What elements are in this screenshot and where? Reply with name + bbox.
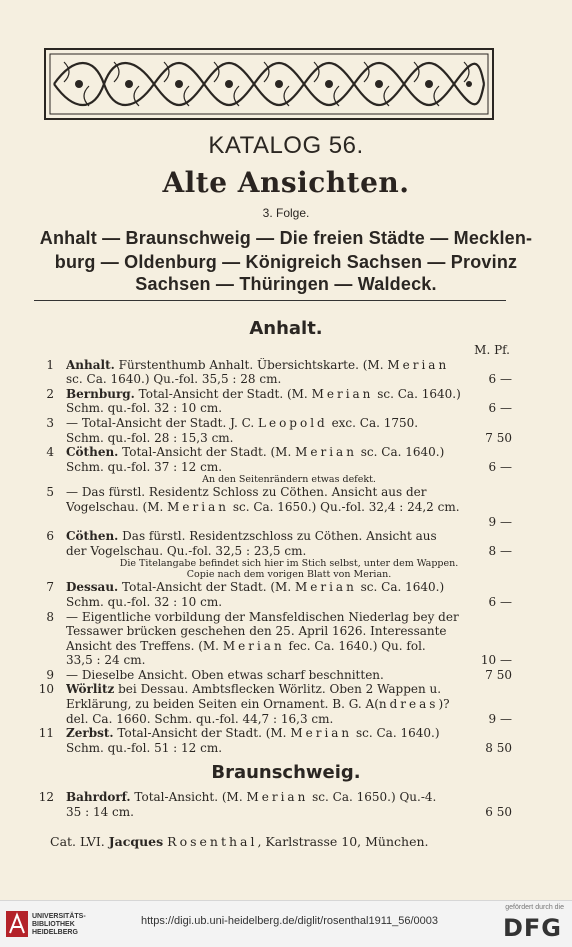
catalog-entry (44, 580, 512, 609)
entry-text-line: Erklärung, zu beiden Seiten ein Ornament. B. G. A(ndreas)? (66, 697, 450, 712)
series-label: 3. Folge. (262, 206, 310, 220)
catalog-entry (44, 529, 512, 580)
entry-text-line: Bernburg. Total-Ansicht der Stadt. (M. Merian sc. Ca. 1640.) (66, 386, 461, 401)
catalog-entry (44, 485, 512, 529)
entry-price: 7 50 (485, 667, 512, 682)
entry-price: 6 — (488, 372, 512, 387)
catalog-entry (38, 682, 512, 726)
entry-note: Copie nach dem vorigen Blatt von Merian. (186, 569, 392, 581)
entry-number: 9 (46, 667, 54, 682)
entry-text-line: Cöthen. Das fürstl. Residentzschloss zu Cöthen. Ansicht aus (66, 529, 437, 544)
catalog-entry (44, 668, 512, 683)
entry-price: 6 — (488, 459, 512, 474)
entry-price: 6 — (488, 401, 512, 416)
entry-number: 8 (46, 609, 54, 624)
entry-text-line: Dessau. Total-Ansicht der Stadt. (M. Merian sc. Ca. 1640.) (66, 580, 445, 595)
entry-note: An den Seitenrändern etwas defekt. (202, 474, 376, 486)
entry-text-line: Schm. qu.-fol. 51 : 12 cm. 8 50 (66, 740, 512, 755)
catalog-entry (38, 790, 512, 819)
library-name: UNIVERSITÄTS- BIBLIOTHEK HEIDELBERG (32, 913, 86, 936)
entry-price: 9 — (488, 514, 512, 529)
entry-text-line: — Dieselbe Ansicht. Oben etwas scharf beschnitten. 7 50 (66, 667, 512, 682)
ornamental-header-band (44, 48, 494, 120)
entry-text-line: Schm. qu.-fol. 37 : 12 cm. 6 — (66, 459, 512, 474)
entry-number: 5 (46, 485, 54, 500)
entry-number: 10 (38, 682, 54, 697)
entry-text-line: — Eigentliche vorbildung der Mansfeldischen Niederlag bey der (66, 609, 459, 624)
entry-text-line: del. Ca. 1660. Schm. qu.-fol. 44,7 : 16,3 cm. 9 — (66, 711, 512, 726)
subtitle-line: burg — Oldenburg — Königreich Sachsen — Provinz (54, 252, 518, 272)
price-column-header: M. Pf. (474, 343, 510, 357)
entry-text-line: Schm. qu.-fol. 32 : 10 cm. 6 — (66, 401, 512, 416)
section-heading-anhalt: Anhalt. (249, 318, 323, 339)
catalog-entry (44, 610, 512, 668)
entry-number: 6 (46, 529, 54, 544)
entry-text-line: Tessawer brücken geschehen den 25. April 1626. Interessante (66, 624, 447, 639)
entry-price: 8 50 (485, 740, 512, 755)
entry-price: 7 50 (485, 430, 512, 445)
entry-price: 6 — (488, 594, 512, 609)
catalog-entry (44, 445, 512, 485)
entry-price: 10 — (480, 653, 512, 668)
catalog-entry (44, 387, 512, 416)
entry-text-line: Cöthen. Total-Ansicht der Stadt. (M. Merian sc. Ca. 1640.) (66, 445, 445, 460)
entry-number: 7 (46, 580, 54, 595)
entry-number: 12 (38, 790, 54, 804)
entry-text-line: Zerbst. Total-Ansicht der Stadt. (M. Merian sc. Ca. 1640.) (66, 726, 440, 741)
subtitle-line: Anhalt — Braunschweig — Die freien Städte — Mecklen- (39, 228, 533, 248)
entry-number: 4 (46, 445, 54, 460)
entry-text-line: Ansicht des Treffens. (M. Merian fec. Ca. 1640.) Qu. fol. (66, 638, 426, 653)
catalog-number: KATALOG 56. (208, 132, 364, 159)
subtitle-line: Sachsen — Thüringen — Waldeck. (135, 274, 437, 294)
viewer-footer (0, 900, 572, 947)
entry-text-line: — Das fürstl. Residentz Schloss zu Cöthen. Ansicht aus der (66, 485, 427, 500)
entry-text-line: Schm. qu.-fol. 28 : 15,3 cm. 7 50 (66, 430, 512, 445)
catalog-entry (44, 358, 512, 387)
entry-note: Die Titelangabe befindet sich hier im Stich selbst, unter dem Wappen. (119, 558, 459, 570)
entry-text-line: — Total-Ansicht der Stadt. J. C. Leopold exc. Ca. 1750. (66, 415, 419, 430)
entry-text-line: der Vogelschau. Qu.-fol. 32,5 : 23,5 cm. 8 — (66, 543, 512, 558)
entry-text-line: Bahrdorf. Total-Ansicht. (M. Merian sc. Ca. 1650.) Qu.-4. (66, 790, 437, 804)
catalog-publisher-line: Cat. LVI. Jacques Rosenthal, Karlstrasse 10, München. (50, 834, 429, 849)
section-heading-braunschweig: Braunschweig. (211, 762, 361, 783)
divider (34, 300, 506, 301)
entry-number: 2 (46, 386, 54, 401)
catalog-entry (44, 416, 512, 445)
entry-number: 11 (38, 726, 54, 741)
entry-text-line: Vogelschau. (M. Merian sc. Ca. 1650.) Qu.-fol. 32,4 : 24,2 cm. (66, 499, 460, 514)
page-title: Alte Ansichten. (162, 166, 410, 199)
entry-number: 1 (46, 357, 54, 372)
entry-price: 8 — (488, 543, 512, 558)
library-logo[interactable] (6, 911, 136, 941)
university-seal-icon (6, 911, 28, 937)
entry-text-line: 33,5 : 24 cm. 10 — (66, 653, 512, 668)
funded-by-label: gefördert durch die (505, 904, 564, 911)
dfg-logo[interactable]: DFG (502, 914, 562, 942)
entry-list (38, 343, 512, 755)
entry-text-line: sc. Ca. 1640.) Qu.-fol. 35,5 : 28 cm. 6 — (66, 372, 512, 387)
entry-text-line: Schm. qu.-fol. 32 : 10 cm. 6 — (66, 594, 512, 609)
catalog-entry (38, 726, 512, 755)
entry-list (38, 790, 512, 819)
permalink-url[interactable]: https://digi.ub.uni-heidelberg.de/diglit/rosenthal1911_56/0003 (141, 915, 439, 927)
entry-number: 3 (46, 415, 54, 430)
entry-text-line: Wörlitz bei Dessau. Ambtsflecken Wörlitz. Oben 2 Wappen u. (66, 682, 442, 697)
entry-price: 9 — (488, 711, 512, 726)
entry-text-line: Anhalt. Fürstenthumb Anhalt. Übersichtskarte. (M. Merian (66, 357, 450, 372)
entry-text-line: 35 : 14 cm. 6 50 (66, 804, 512, 819)
entry-price: 6 50 (485, 804, 512, 819)
